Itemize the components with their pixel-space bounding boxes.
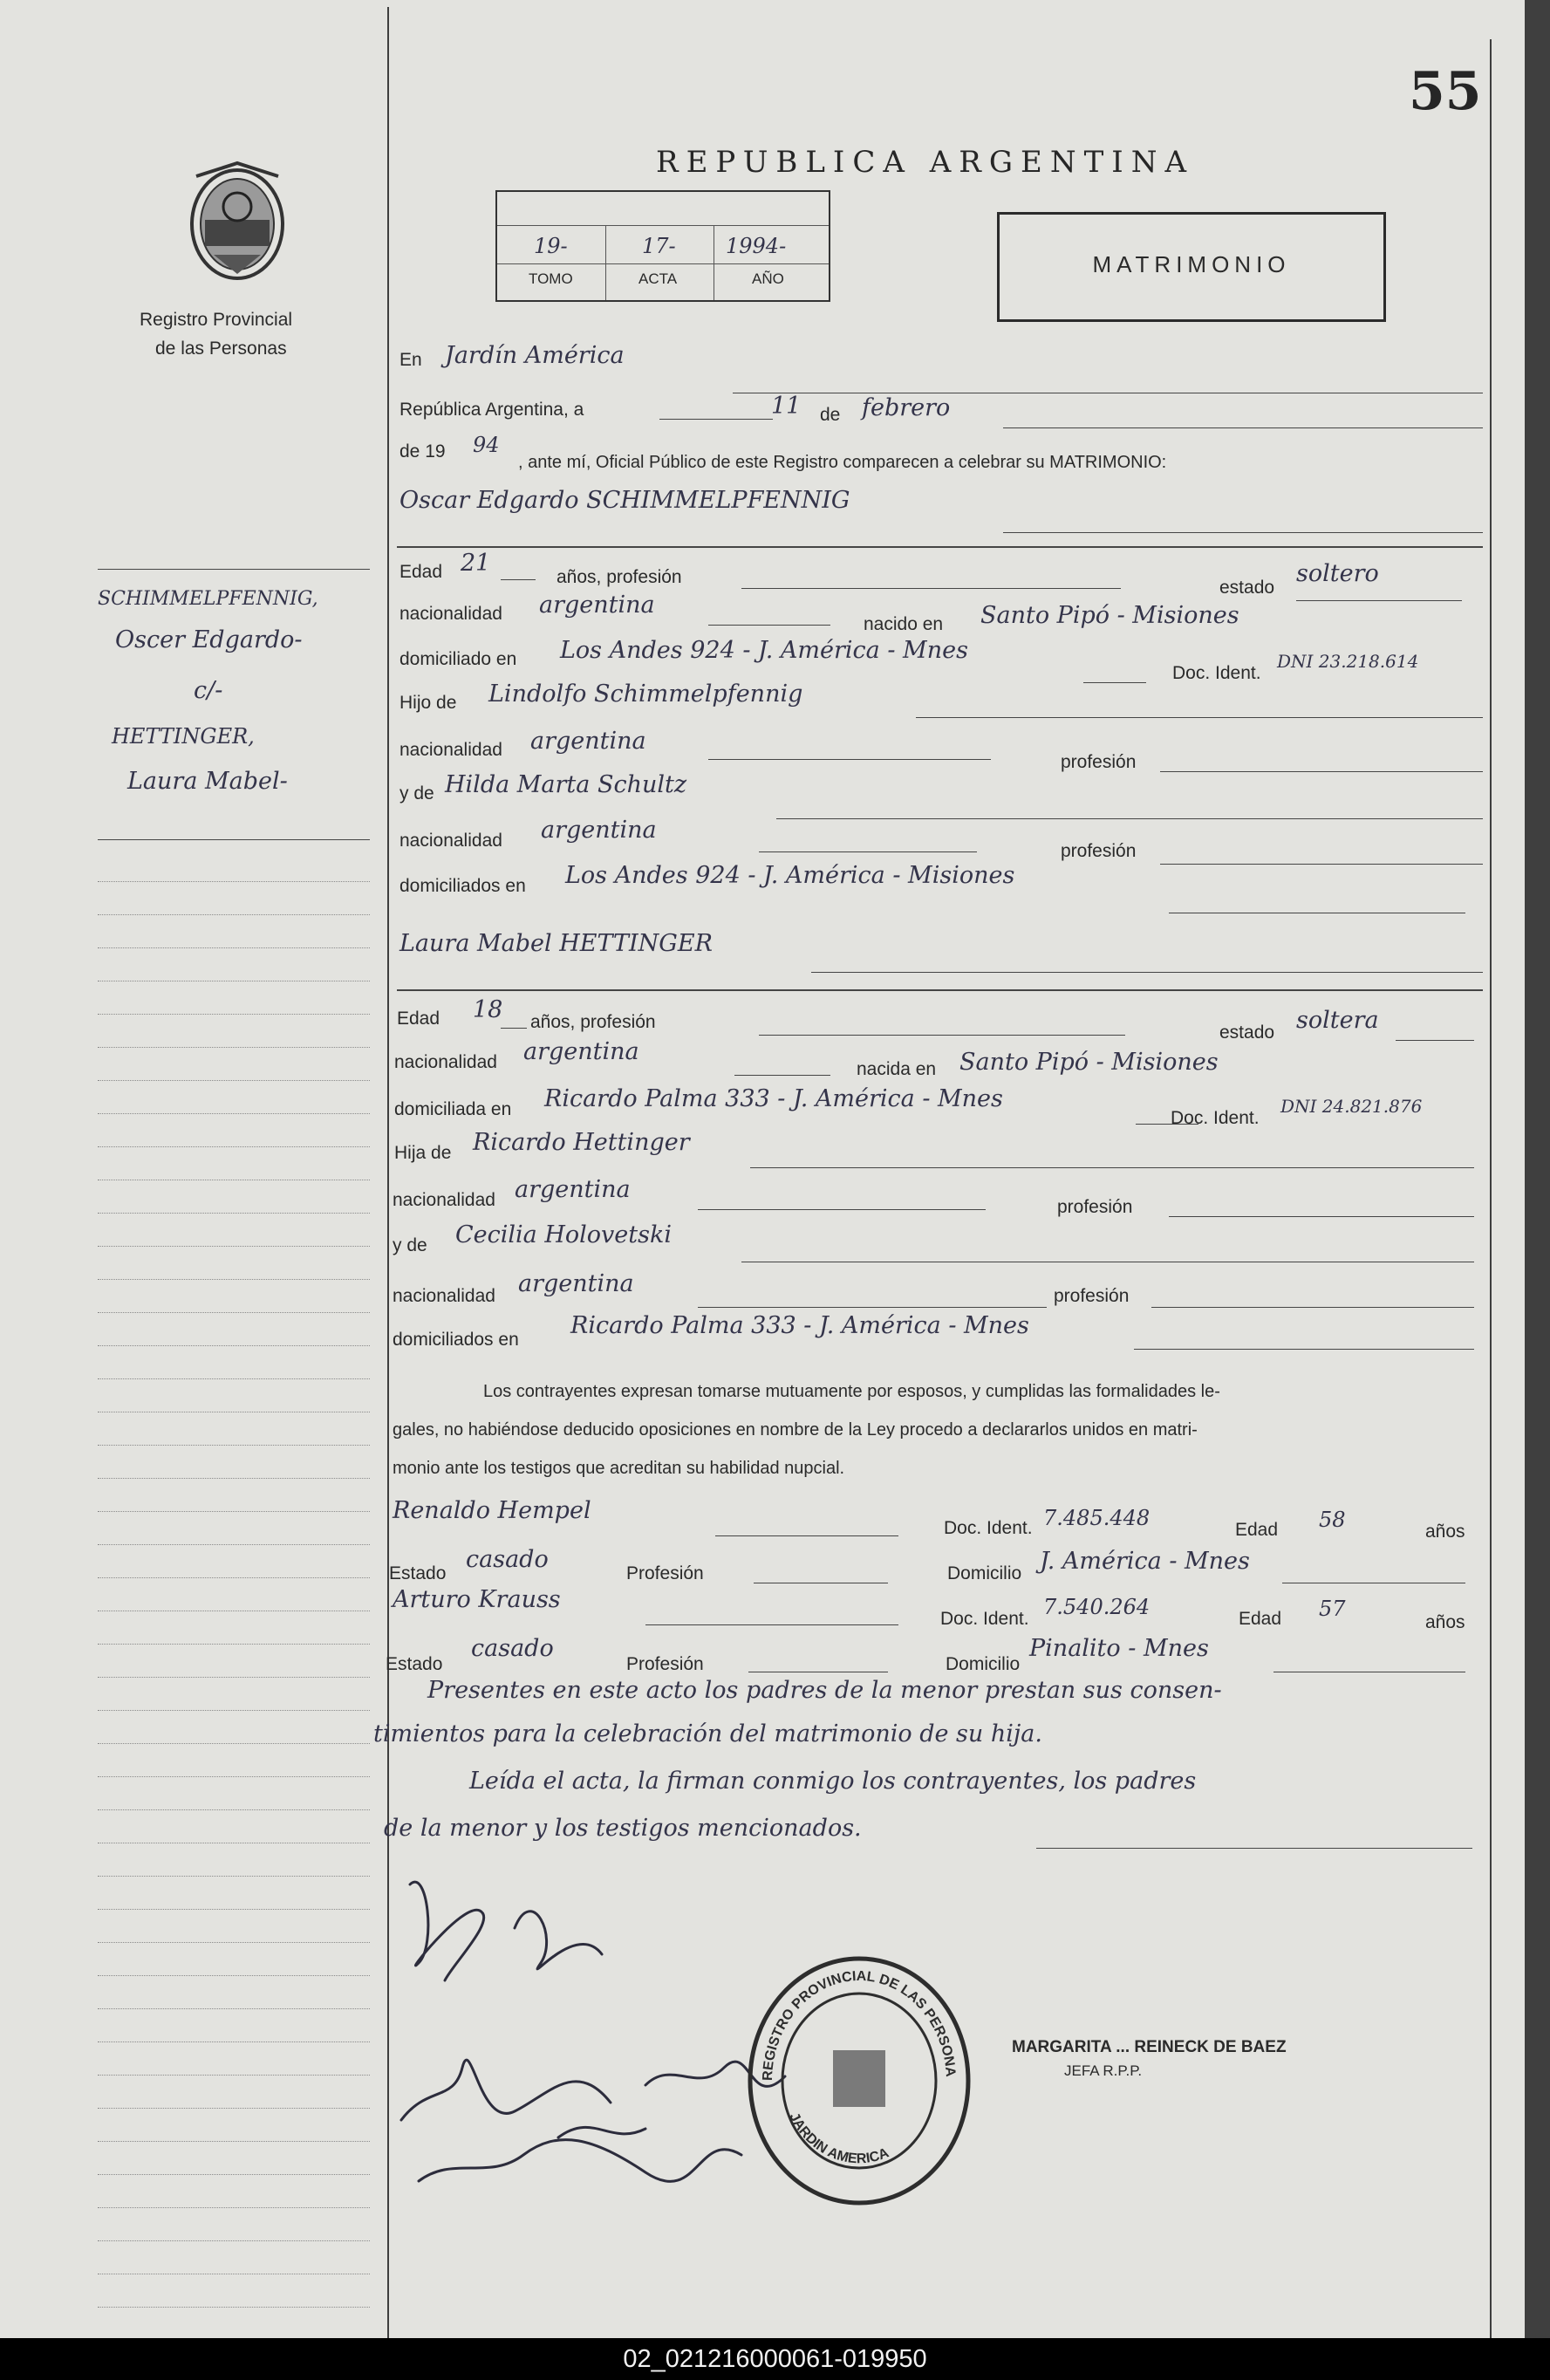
groom-domiciliado-label: domiciliado en: [399, 649, 517, 669]
witness1-anos-label: años: [1425, 1522, 1465, 1542]
groom-father-prof-label: profesión: [1061, 752, 1137, 772]
witness1-estado: casado: [466, 1546, 549, 1573]
right-border-line: [1490, 39, 1492, 2338]
groom-mother-prof-label: profesión: [1061, 841, 1137, 861]
witness1-estado-label: Estado: [389, 1563, 447, 1583]
bride-father-name: Ricardo Hettinger: [473, 1129, 690, 1156]
groom-estado: soltero: [1296, 560, 1379, 587]
bride-domicilio: Ricardo Palma 333 - J. América - Mnes: [544, 1085, 1003, 1112]
tomo-label: TOMO: [529, 270, 573, 287]
declaration-line-2: gales, no habiéndose deducido oposiciones en nombre de la Ley procedo a declararlos unidos en matri-: [393, 1420, 1198, 1440]
bride-estado: soltera: [1296, 1007, 1379, 1034]
svg-text:REGISTRO PROVINCIAL DE LAS PER: REGISTRO PROVINCIAL DE LAS PERSONA: [760, 1968, 959, 2082]
witness1-profesion-label: Profesión: [626, 1563, 704, 1583]
groom-father-label: Hijo de: [399, 693, 457, 713]
bride-mother-name: Cecilia Holovetski: [455, 1221, 672, 1248]
groom-father-name: Lindolfo Schimmelpfennig: [488, 680, 803, 708]
groom-name: Oscar Edgardo SCHIMMELPFENNIG: [399, 487, 850, 514]
bride-estado-label: estado: [1219, 1022, 1275, 1043]
bride-nacionalidad-label: nacionalidad: [394, 1052, 497, 1072]
officer-stamp-line-2: JEFA R.P.P.: [1064, 2062, 1143, 2079]
bride-doc: DNI 24.821.876: [1280, 1096, 1423, 1117]
scan-id-bar: 02_021216000061-019950: [0, 2338, 1550, 2380]
groom-mother-label: y de: [399, 783, 434, 804]
notes-line-4: de la menor y los testigos mencionados.: [384, 1815, 862, 1842]
en-label: En: [399, 350, 422, 370]
bride-father-label: Hija de: [394, 1143, 452, 1163]
witness1-doc: 7.485.448: [1043, 1506, 1151, 1530]
groom-estado-label: estado: [1219, 578, 1275, 598]
registry-line-1: Registro Provincial: [140, 310, 293, 330]
groom-nacionalidad-label: nacionalidad: [399, 604, 502, 624]
intro-statement: , ante mí, Oficial Público de este Registro comparecen a celebrar su MATRIMONIO:: [518, 453, 1167, 472]
bride-edad-label: Edad: [397, 1009, 440, 1029]
bride-parents-dom: Ricardo Palma 333 - J. América - Mnes: [570, 1312, 1029, 1339]
tomo-value: 19-: [534, 234, 568, 258]
official-seal: [737, 1950, 981, 2212]
bride-anos-profesion-label: años, profesión: [530, 1012, 656, 1032]
witness2-edad-label: Edad: [1239, 1609, 1282, 1629]
document-type-box: [997, 212, 1386, 322]
witness2-estado: casado: [471, 1635, 554, 1662]
bride-mother-nac-label: nacionalidad: [393, 1286, 495, 1306]
witness2-doc-label: Doc. Ident.: [940, 1609, 1029, 1629]
year-label: de 19: [399, 441, 446, 462]
groom-anos-profesion-label: años, profesión: [556, 567, 682, 587]
svg-text:JARDIN AMERICA: JARDIN AMERICA: [786, 2110, 891, 2167]
witness2-doc: 7.540.264: [1043, 1595, 1151, 1619]
witness1-domicilio: J. América - Mnes: [1040, 1548, 1250, 1575]
month-field: febrero: [862, 394, 951, 421]
bride-mother-prof-label: profesión: [1054, 1286, 1130, 1306]
republica-label: República Argentina, a: [399, 400, 584, 420]
bride-nacida: Santo Pipó - Misiones: [959, 1049, 1219, 1076]
officer-stamp-line-1: MARGARITA ... REINECK DE BAEZ: [1012, 2038, 1287, 2056]
page-number: 55: [1409, 61, 1482, 122]
acta-label: ACTA: [638, 270, 678, 287]
witness2-anos-label: años: [1425, 1612, 1465, 1632]
groom-nacido: Santo Pipó - Misiones: [980, 602, 1239, 629]
declaration-line-3: monio ante los testigos que acreditan su habilidad nupcial.: [393, 1459, 845, 1478]
witness1-doc-label: Doc. Ident.: [944, 1518, 1033, 1538]
witness1-domicilio-label: Domicilio: [947, 1563, 1022, 1583]
registry-line-2: de las Personas: [155, 339, 287, 359]
groom-mother-nac-label: nacionalidad: [399, 831, 502, 851]
witness1-name: Renaldo Hempel: [393, 1497, 591, 1524]
witness1-edad-label: Edad: [1235, 1520, 1279, 1540]
groom-doc-label: Doc. Ident.: [1172, 663, 1261, 683]
margin-note-line-3: c/-: [194, 677, 223, 704]
groom-nacido-label: nacido en: [864, 614, 944, 634]
witness2-profesion-label: Profesión: [626, 1654, 704, 1674]
country-title: REPUBLICA ARGENTINA: [656, 145, 1195, 180]
document-type: MATRIMONIO: [1092, 251, 1291, 277]
margin-note-line-5: Laura Mabel-: [127, 768, 288, 795]
notes-line-1: Presentes en este acto los padres de la menor prestan sus consen-: [427, 1677, 1222, 1704]
bride-nacida-label: nacida en: [857, 1059, 937, 1079]
de-label: de: [820, 405, 841, 425]
margin-note-line-4: HETTINGER,: [112, 724, 255, 749]
day-field: 11: [771, 393, 802, 420]
witness2-age: 57: [1319, 1597, 1346, 1621]
witness2-domicilio-label: Domicilio: [946, 1654, 1021, 1674]
groom-father-nac: argentina: [530, 728, 646, 755]
margin-note-line-2: Oscer Edgardo-: [115, 626, 303, 653]
bride-father-prof-label: profesión: [1057, 1197, 1133, 1217]
notes-line-3: Leída el acta, la firman conmigo los contrayentes, los padres: [469, 1768, 1197, 1795]
bride-father-nac-label: nacionalidad: [393, 1190, 495, 1210]
witness1-age: 58: [1319, 1508, 1346, 1532]
ano-label: AÑO: [752, 270, 784, 287]
coat-of-arms-icon: [179, 159, 297, 285]
witness2-estado-label: Estado: [386, 1654, 443, 1674]
declaration-line-1: Los contrayentes expresan tomarse mutuamente por esposos, y cumplidas las formalidades le-: [483, 1382, 1220, 1401]
bride-domiciliada-label: domiciliada en: [394, 1099, 512, 1119]
groom-parents-dom-label: domiciliados en: [399, 876, 526, 896]
groom-mother-nac: argentina: [541, 817, 657, 844]
bride-age: 18: [473, 996, 503, 1023]
groom-edad-label: Edad: [399, 562, 443, 582]
groom-parents-dom: Los Andes 924 - J. América - Misiones: [565, 862, 1015, 889]
place-field: Jardín América: [445, 342, 625, 369]
bride-name: Laura Mabel HETTINGER: [399, 930, 713, 957]
witness2-domicilio: Pinalito - Mnes: [1029, 1635, 1209, 1662]
witness2-name: Arturo Krauss: [393, 1586, 561, 1613]
margin-note-line-1: SCHIMMELPFENNIG,: [98, 588, 318, 610]
bride-nacionalidad: argentina: [523, 1038, 639, 1065]
bride-doc-label: Doc. Ident.: [1171, 1108, 1260, 1128]
groom-father-nac-label: nacionalidad: [399, 740, 502, 760]
groom-doc: DNI 23.218.614: [1277, 651, 1419, 672]
year-suffix: 94: [473, 433, 500, 457]
bride-mother-nac: argentina: [518, 1270, 634, 1297]
act-number-box: [495, 190, 830, 302]
ano-value: 1994-: [726, 234, 787, 258]
groom-nacionalidad: argentina: [539, 592, 655, 619]
groom-age: 21: [461, 550, 491, 577]
notes-line-2: timientos para la celebración del matrimonio de su hija.: [373, 1720, 1042, 1747]
bride-mother-label: y de: [393, 1235, 427, 1255]
groom-mother-name: Hilda Marta Schultz: [445, 771, 687, 798]
bride-parents-dom-label: domiciliados en: [393, 1330, 519, 1350]
groom-domicilio: Los Andes 924 - J. América - Mnes: [560, 637, 968, 664]
bride-father-nac: argentina: [515, 1176, 631, 1203]
acta-value: 17-: [642, 234, 676, 258]
